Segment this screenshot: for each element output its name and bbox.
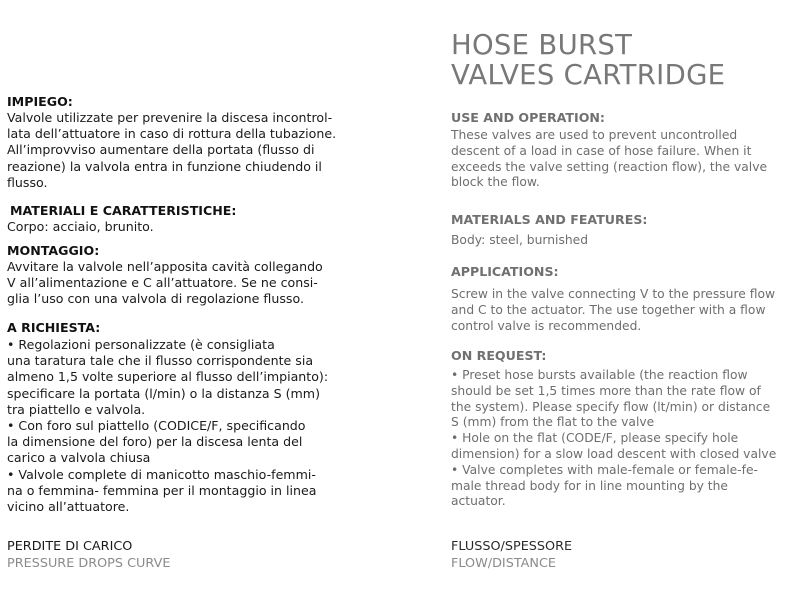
text-line: la dimensione del foro) per la discesa lenta del <box>7 434 303 450</box>
text-line: una taratura tale che il flusso corrispondente sia <box>7 353 314 369</box>
section-body-montaggio <box>7 259 323 308</box>
section-body-on-request <box>451 368 776 510</box>
footer-pressure-drops <box>7 538 170 572</box>
page-title <box>451 30 725 90</box>
section-heading-materiali: MATERIALI E CARATTERISTICHE: <box>10 203 237 218</box>
text-line: Valvole utilizzate per prevenire la discesa incontrol- <box>7 110 333 125</box>
text-line: na o femmina- femmina per il montaggio in linea <box>7 482 317 498</box>
text-line: tra piattello e valvola. <box>7 401 146 417</box>
text-line: All’improvviso aumentare della portata (flusso di <box>7 142 315 158</box>
section-heading-impiego: IMPIEGO: <box>7 94 73 109</box>
text-line: flusso. <box>7 174 48 190</box>
text-line: the system). Please specify flow (lt/min) or distance <box>451 399 771 414</box>
text-line: control valve is recommended. <box>451 318 642 333</box>
text-line: reazione) la valvola entra in funzione chiudendo il <box>7 158 322 174</box>
section-heading-on-request: ON REQUEST: <box>451 348 547 363</box>
footer-subtitle: FLOW/DISTANCE <box>451 556 556 571</box>
section-body-a-richiesta <box>7 337 328 515</box>
text-line: Avvitare la valvole nell’apposita cavità collegando <box>7 259 323 274</box>
text-line: Corpo: acciaio, brunito. <box>7 219 154 234</box>
text-line: lata dell’attuatore in caso di rottura della tubazione. <box>7 126 337 142</box>
section-body-materiali <box>7 219 154 235</box>
text-line: Screw in the valve connecting V to the pressure flow <box>451 287 776 301</box>
text-line: should be set 1,5 times more than the rate flow of <box>451 383 761 398</box>
text-line: • Valvole complete di manicotto maschio-femmi- <box>7 466 316 482</box>
text-line: male thread body for in line mounting by the <box>451 478 728 493</box>
section-heading-applications: APPLICATIONS: <box>451 264 559 279</box>
text-line: • Valve completes with male-female or female-fe- <box>451 462 758 477</box>
section-heading-montaggio: MONTAGGIO: <box>7 243 100 258</box>
section-heading-use-operation: USE AND OPERATION: <box>451 110 605 125</box>
text-line: glia l’uso con una valvola di regolazione flusso. <box>7 291 304 307</box>
title-line: VALVES CARTRIDGE <box>451 59 726 91</box>
section-body-use-operation <box>451 128 767 191</box>
text-line: V all’alimentazione e C all’attuatore. Se ne consi- <box>7 275 318 291</box>
title-line: HOSE BURST <box>451 29 633 61</box>
footer-subtitle: PRESSURE DROPS CURVE <box>7 556 171 571</box>
text-line: vicino all’attuatore. <box>7 499 130 515</box>
text-line: and C to the actuator. The use together with a flow <box>451 302 766 317</box>
text-line: • Hole on the flat (CODE/F, please specify hole <box>451 431 739 446</box>
text-line: block the flow. <box>451 175 540 190</box>
section-heading-materials: MATERIALS AND FEATURES: <box>451 212 648 227</box>
section-body-applications <box>451 287 775 334</box>
text-line: S (mm) from the flat to the valve <box>451 415 655 430</box>
text-line: • Con foro sul piattello (CODICE/F, specificando <box>7 418 306 434</box>
text-line: descent of a load in case of hose failure. When it <box>451 143 752 158</box>
text-line: specificare la portata (l/min) o la distanza S (mm) <box>7 385 320 401</box>
text-line: These valves are used to prevent uncontrolled <box>451 128 738 142</box>
text-line: carico a valvola chiusa <box>7 450 151 466</box>
section-heading-a-richiesta: A RICHIESTA: <box>7 320 101 335</box>
text-line: actuator. <box>451 494 506 509</box>
footer-title: PERDITE DI CARICO <box>7 539 133 554</box>
text-line: almeno 1,5 volte superiore al flusso dell’impianto): <box>7 369 329 385</box>
section-body-impiego <box>7 110 336 191</box>
text-line: • Regolazioni personalizzate (è consigliata <box>7 337 275 352</box>
section-body-materials <box>451 233 588 249</box>
text-line: Body: steel, burnished <box>451 233 589 247</box>
footer-title: FLUSSO/SPESSORE <box>451 539 573 554</box>
text-line: dimension) for a slow load descent with closed valve <box>451 446 777 461</box>
text-line: exceeds the valve setting (reaction flow), the valve <box>451 159 768 174</box>
footer-flow-distance <box>451 538 572 572</box>
text-line: • Preset hose bursts available (the reaction flow <box>451 368 748 382</box>
